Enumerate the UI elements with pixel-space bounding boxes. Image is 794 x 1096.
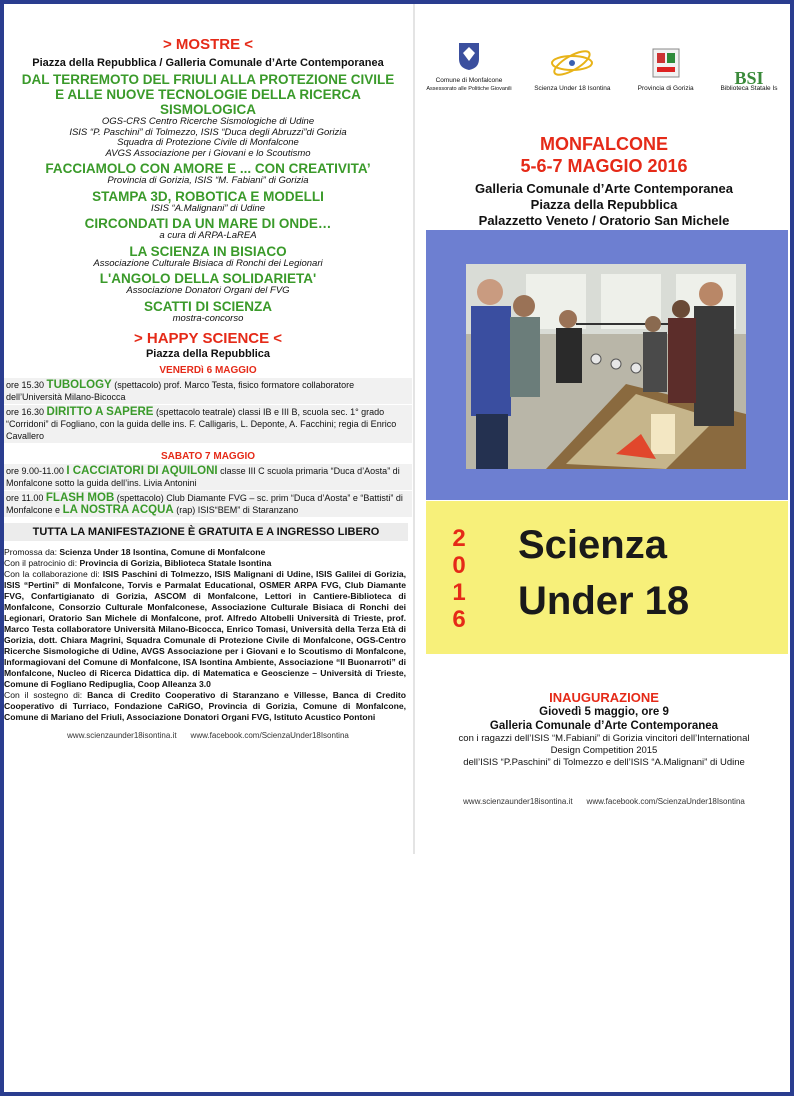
venue-line: Piazza della Repubblica — [530, 197, 678, 212]
credit-text: Scienza Under 18 Isontina, Comune di Monfalcone — [59, 547, 266, 557]
credits — [4, 547, 412, 723]
credit-label: Con la collaborazione di: — [4, 569, 100, 579]
happy-science-venue: Piazza della Repubblica — [145, 348, 271, 360]
logo-row — [418, 28, 790, 93]
year-vertical — [448, 525, 470, 633]
logo-label: Scienza Under 18 Isontina — [534, 85, 611, 92]
exhibit-note: ISIS “P. Paschini” di Tolmezzo, ISIS “Duca degli Abruzzi”di Gorizia — [69, 126, 347, 138]
event-text: (spettacolo) Club Diamante FVG – sc. prim “Duca d’Aosta” e “Battisti” di Monfalcone e — [6, 493, 403, 515]
exhibit-title: CIRCONDATI DA UN MARE DI ONDE… — [84, 216, 332, 231]
page-fold — [413, 4, 415, 854]
credit-label: Con il patrocinio di: — [4, 558, 78, 568]
carigo-icon — [631, 47, 701, 82]
event-time: ore 9.00-11.00 — [6, 466, 64, 476]
inauguration-heading: INAUGURAZIONE — [549, 690, 659, 705]
right-page — [418, 4, 790, 1092]
main-title-line1: Scienza — [518, 523, 667, 567]
atom-icon — [527, 47, 617, 82]
facebook-link[interactable]: www.facebook.com/ScienzaUnder18Isontina — [190, 731, 349, 740]
event-dates: 5-6-7 MAGGIO 2016 — [520, 156, 688, 176]
exhibit-title: STAMPA 3D, ROBOTICA E MODELLI — [92, 188, 324, 204]
event-time: ore 15.30 — [6, 380, 45, 390]
exhibit-note: ISIS “A.Malignani” di Udine — [150, 202, 266, 214]
year-digit: 2 — [452, 525, 466, 552]
event-time: ore 16.30 — [6, 407, 45, 417]
crest-icon — [424, 41, 514, 74]
event-title: DIRITTO A SAPERE — [46, 406, 154, 418]
exhibit-note: OGS-CRS Centro Ricerche Sismologiche di Udine — [101, 116, 315, 127]
inauguration-text: dell’ISIS “P.Paschini” di Tolmezzo e dell’ISIS “A.Malignani” di Udine — [463, 757, 745, 768]
venue-line: Galleria Comunale d’Arte Contemporanea — [475, 181, 733, 196]
happy-science-heading: > HAPPY SCIENCE < — [133, 330, 283, 347]
event-text: (spettacolo teatrale) classi IB e III B, scuola sec. 1° grado “Corridoni” di Fogliano, con la guida delle ins. F. Calligaris, L. Deponte, A. Facchini; regia di Enrico Cavallero — [6, 407, 397, 441]
day-heading-saturday: SABATO 7 MAGGIO — [160, 451, 256, 462]
logo-scienza-under-18 — [527, 47, 617, 93]
day-heading-friday: VENERDì 6 MAGGIO — [159, 365, 257, 376]
exhibit-title: LA SCIENZA IN BISIACO — [129, 243, 287, 259]
venue-line: Palazzetto Veneto / Oratorio San Michele — [478, 213, 730, 228]
exhibit-note: Provincia di Gorizia, ISIS “M. Fabiani” di Gorizia — [107, 175, 309, 186]
event-title: I CACCIATORI DI AQUILONI — [66, 465, 218, 477]
exhibit-note: Squadra di Protezione Civile di Monfalcone — [117, 137, 299, 148]
event-text: classe III C scuola primaria “Duca d’Aosta” di Monfalcone sotto la guida dell’ins. Livia Antonini — [6, 466, 400, 488]
exhibit-title: FACCIAMOLO CON AMORE E ... CON CREATIVITA’ — [45, 161, 371, 176]
credit-text: ISIS Paschini di Tolmezzo, ISIS Malignani di Udine, ISIS Galilei di Gorizia, ISIS “Pertini” di Monfalcone, Torvis e Parmalat Educational, OSMER ARPA FVG, Club Diamante FVG, Confartigianato di Gorizia, ASCOM di Monfalcone, Lettori in Cantiere-Biblioteca di Monfalcone, Consorzio Culturale Monfalconese, Associazione Culturale Bisiaca di Ronchi dei Legionari, Oratorio San Michele di Monfalcone, prof. Alfredo Altobelli Università di Trieste, prof. Marco Testa collaboratore Università Milano-Bicocca, Enrico Tomasi, Università della Terza Età di Gorizia, dott. Chiara Magrini, Squadra Comunale di Protezione Civile di Monfalcone, OGS-Centro Ricerche Sismologiche di Udine, AVGS Associazione per i Giovani e lo Scoutismo di Monfalcone, Informagiovani del Comune di Monfalcone, ISA Isontina Ambiente, Associazione “Il Buonarroti” di Monfalcone, Nucleo di Ricerca Didattica dip. di Matematica e Geoscienze – Università di Trieste, Comune di Fogliano Redipuglia, Coop Alleanza 3.0 — [4, 569, 406, 689]
event-row — [4, 378, 412, 404]
left-page — [4, 4, 412, 1092]
right-footer-links — [418, 797, 790, 806]
event-row — [4, 491, 412, 517]
inauguration-text: Design Competition 2015 — [550, 745, 658, 756]
event-title: LA NOSTRA ACQUA — [62, 504, 174, 516]
exhibit-title: DAL TERREMOTO DEL FRIULI ALLA PROTEZIONE CIVILE E ALLE NUOVE TECNOLOGIE DELLA RICERCA SISMOLOGICA — [21, 72, 395, 117]
logo-label: Provincia di Gorizia — [637, 85, 694, 92]
logo-provincia-gorizia — [631, 47, 701, 93]
credit-label: Promossa da: — [4, 547, 58, 557]
exhibit-note: mostra-concorso — [172, 312, 244, 324]
event-city: MONFALCONE — [540, 134, 668, 154]
exhibit-list — [4, 72, 412, 324]
photo-band — [426, 230, 788, 500]
logo-sublabel: Assessorato alle Politiche Giovanili — [426, 86, 512, 92]
event-title: FLASH MOB — [45, 492, 115, 504]
credit-text: Provincia di Gorizia, Biblioteca Statale Isontina — [79, 558, 272, 568]
website-link[interactable]: www.scienzaunder18isontina.it — [67, 731, 177, 740]
exhibit-title: L'ANGOLO DELLA SOLIDARIETA' — [99, 271, 317, 286]
inauguration-when: Giovedì 5 maggio, ore 9 — [539, 706, 669, 718]
main-title-line2: Under 18 — [518, 579, 690, 623]
event-title: TUBOLOGY — [46, 379, 112, 391]
left-footer-links — [4, 731, 412, 740]
event-row — [4, 464, 412, 490]
website-link[interactable]: www.scienzaunder18isontina.it — [463, 797, 573, 806]
mostre-heading: > MOSTRE < — [162, 36, 254, 53]
event-row — [4, 405, 412, 443]
logo-comune-monfalcone — [424, 41, 514, 93]
event-text: (spettacolo) prof. Marco Testa, fisico formatore collaboratore dell’Università Milano-Bicocca — [6, 380, 355, 402]
inauguration-section — [418, 690, 790, 806]
event-time: ore 11.00 — [6, 493, 44, 503]
logo-biblioteca-statale — [714, 68, 784, 93]
inauguration-text: con i ragazzi dell’ISIS “M.Fabiani” di Gorizia vincitori dell’International — [458, 733, 750, 744]
year-digit: 0 — [452, 552, 466, 579]
inauguration-where: Galleria Comunale d’Arte Contemporanea — [489, 720, 719, 732]
logo-label: Comune di Monfalcone — [435, 77, 503, 84]
credit-text: Banca di Credito Cooperativo di Staranzano e Villesse, Banca di Credito Cooperativo di Turriaco, Fondazione CaRiGO, Provincia di Gorizia, Comune di Monfalcone, Comune di Mariano del Friuli, Associazione Donatori Organi FVG, Istituto Acustico Pontoni — [4, 690, 407, 722]
logo-label: Biblioteca Statale Is — [720, 85, 778, 92]
year-digit: 1 — [452, 579, 466, 606]
mostre-venue: Piazza della Repubblica / Galleria Comunale d’Arte Contemporanea — [32, 57, 384, 69]
exhibit-note: AVGS Associazione per i Giovani e lo Scoutismo — [105, 147, 311, 159]
exhibit-note: a cura di ARPA-LaREA — [159, 230, 257, 241]
students-photo — [466, 264, 746, 469]
exhibit-title: SCATTI DI SCIENZA — [144, 298, 272, 314]
title-band — [426, 501, 788, 654]
exhibit-note: Associazione Culturale Bisiaca di Ronchi dei Legionari — [93, 257, 323, 269]
facebook-link[interactable]: www.facebook.com/ScienzaUnder18Isontina — [586, 797, 745, 806]
year-digit: 6 — [452, 606, 466, 633]
bsi-icon: BSI — [734, 68, 764, 88]
event-text: (rap) ISIS“BEM” di Staranzano — [176, 505, 299, 515]
free-entry-banner: TUTTA LA MANIFESTAZIONE È GRATUITA E A INGRESSO LIBERO — [4, 523, 408, 541]
credit-label: Con il sostegno di: — [4, 690, 83, 700]
exhibit-note: Associazione Donatori Organi del FVG — [126, 285, 290, 296]
